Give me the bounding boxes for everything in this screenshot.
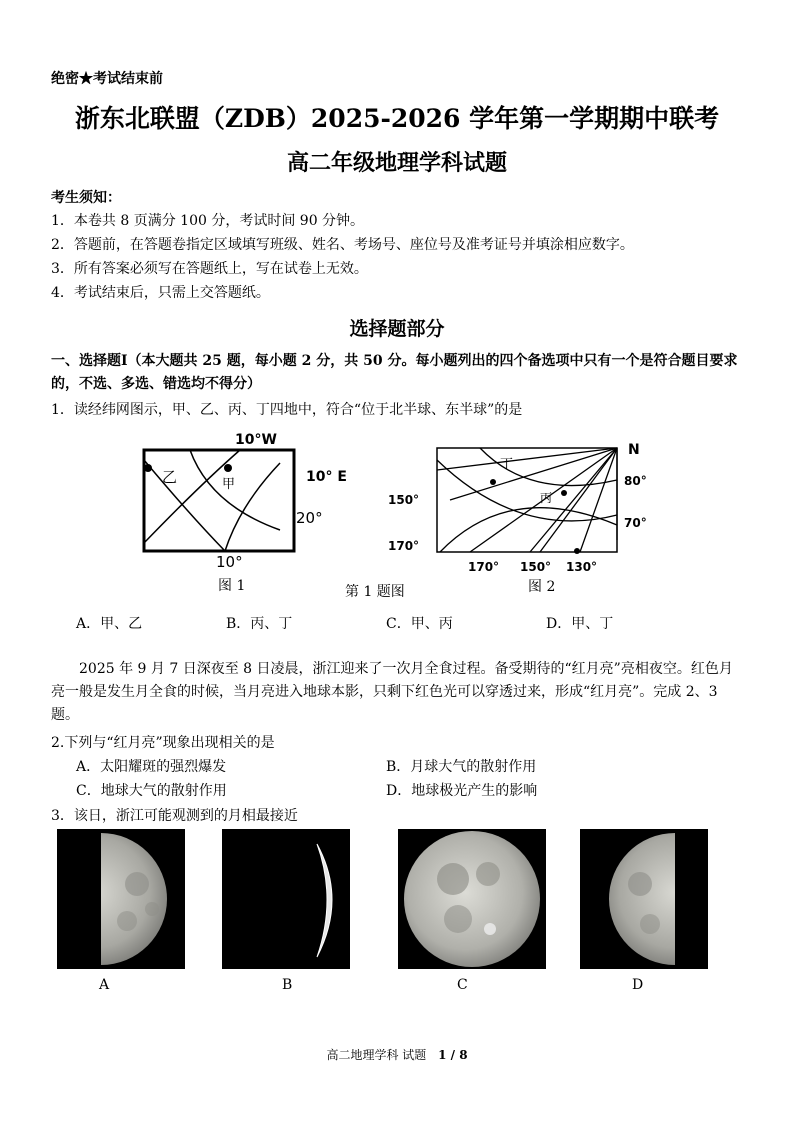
subject-title: 高二年级地理学科试题 (286, 150, 507, 176)
q1-option-d: D．甲、丁 (546, 616, 614, 632)
fig1-label-right: 10° E (306, 469, 347, 485)
moon-photo-b (222, 829, 350, 969)
notice-item-3: 3．所有答案必须写在答题纸上，写在试卷上无效。 (51, 261, 368, 277)
fig1-label-top: 10°W (235, 432, 277, 448)
fig2-lat-70: 70° (624, 516, 647, 530)
page-footer (0, 1046, 794, 1063)
fig2-lat-80: 80° (624, 474, 647, 488)
confidential-label: 绝密★考试结束前 (51, 71, 163, 87)
fig1-label-mid-right: 20° (296, 509, 323, 527)
q1-option-c: C．甲、丙 (386, 616, 453, 632)
fig2-point-bing: 丙 (540, 491, 553, 505)
fig2-left-150: 150° (388, 493, 420, 507)
q2-option-d: D．地球极光产生的影响 (386, 783, 538, 799)
fig2-bottom-130: 130° (566, 560, 598, 574)
footer-page-number: 1 / 8 (438, 1048, 468, 1062)
question-1-stem: 1．读经纬网图示，甲、乙、丙、丁四地中，符合“位于北半球、东半球”的是 (51, 402, 523, 418)
moon-label-a: A (99, 977, 110, 993)
q2-option-a: A．太阳耀斑的强烈爆发 (76, 759, 227, 775)
moon-label-b: B (282, 977, 293, 993)
notice-item-4: 4．考试结束后，只需上交答题纸。 (51, 285, 270, 301)
fig1-point-yi: 乙 (162, 468, 178, 486)
fig2-bottom-170: 170° (468, 560, 500, 574)
question-2-stem: 2.下列与“红月亮”现象出现相关的是 (51, 735, 275, 751)
exam-title: 浙东北联盟（ZDB）2025-2026 学年第一学期期中联考 (74, 104, 720, 133)
reading-passage: 2025 年 9 月 7 日深夜至 8 日凌晨，浙江迎来了一次月全食过程。备受期待的“红月亮”亮相夜空。红色月亮一般是发生月全食的时候，当月亮进入地球本影，只剩下红色光可以穿透过来，形成“红月亮”。完成 2、3 题。 (51, 661, 733, 723)
notice-item-1: 1．本卷共 8 页满分 100 分，考试时间 90 分钟。 (51, 213, 365, 229)
fig1-caption: 图 1 (218, 578, 246, 594)
moon-photo-a (57, 829, 185, 969)
fig2-north: N (628, 442, 640, 458)
figure-1-graticule (130, 425, 360, 605)
section-title: 选择题部分 (349, 318, 445, 340)
q1-option-b: B．丙、丁 (226, 616, 293, 632)
moon-label-c: C (457, 977, 468, 993)
notice-item-2: 2．答题前，在答题卷指定区域填写班级、姓名、考场号、座位号及准考证号并填涂相应数字。 (51, 237, 634, 253)
moon-photo-d (580, 829, 708, 969)
notice-heading: 考生须知： (51, 190, 121, 206)
footer-subject: 高二地理学科 试题 (326, 1048, 427, 1062)
q2-option-c: C．地球大气的散射作用 (76, 783, 227, 799)
figure-2-graticule (380, 440, 670, 600)
fig2-point-ding: 丁 (500, 457, 514, 472)
q2-option-b: B．月球大气的散射作用 (386, 759, 537, 775)
fig2-caption: 图 2 (528, 579, 556, 595)
fig2-left-170: 170° (388, 539, 420, 553)
part1-heading: 一、选择题Ⅰ（本大题共 25 题，每小题 2 分，共 50 分。每小题列出的四个备选项中只有一个是符合题目要求的，不选、多选、错选均不得分） (51, 353, 738, 392)
moon-photo-c (398, 829, 546, 969)
moon-label-d: D (632, 977, 644, 993)
fig1-label-bottom: 10° (216, 553, 243, 571)
fig2-bottom-150: 150° (520, 560, 552, 574)
question-3-stem: 3．该日，浙江可能观测到的月相最接近 (51, 808, 298, 824)
question-1-figure-caption: 第 1 题图 (345, 584, 405, 600)
fig1-point-jia: 甲 (222, 477, 236, 492)
q1-option-a: A．甲、乙 (76, 616, 143, 632)
